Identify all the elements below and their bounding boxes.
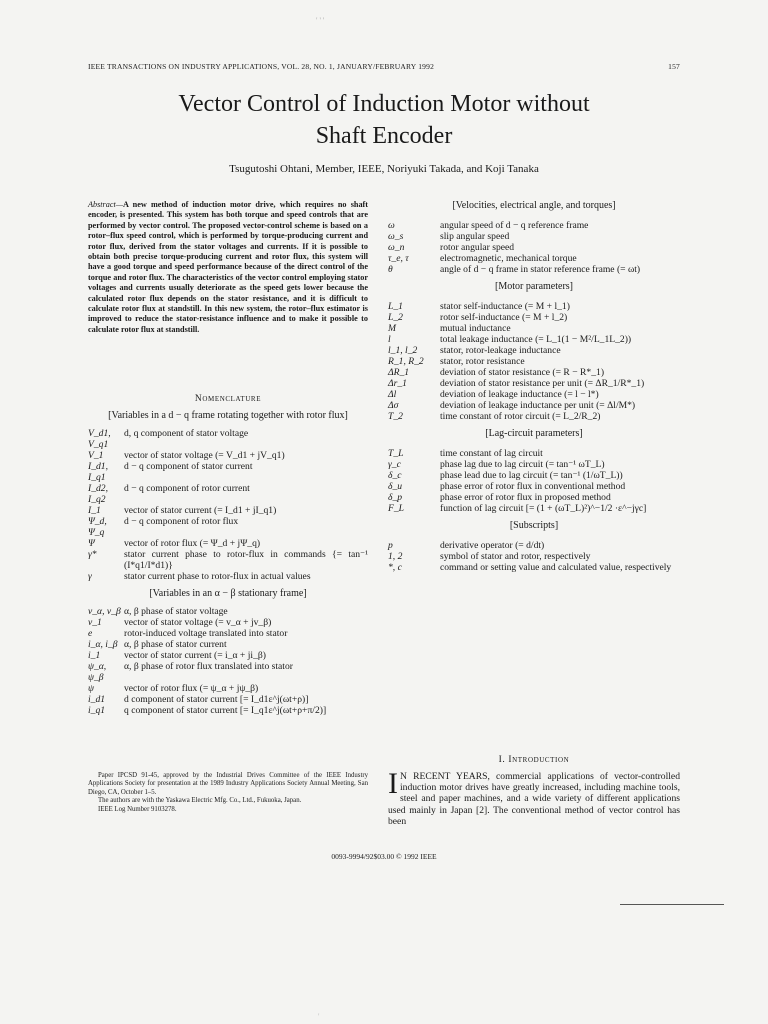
symbol-definition: d − q component of rotor current [124, 483, 250, 494]
symbol-definition: symbol of stator and rotor, respectively [440, 551, 591, 562]
symbol: p [388, 540, 393, 551]
symbol-definition: deviation of leakage inductance per unit (= Δl/M*) [440, 400, 636, 411]
symbol: ψ [88, 683, 94, 694]
symbol-row [388, 551, 680, 562]
symbol: e [88, 628, 93, 639]
symbol-row [88, 617, 368, 628]
symbol-row [88, 549, 368, 571]
symbol-definition: rotor self-inductance (= M + l_2) [440, 312, 568, 323]
ab-symbol-list [88, 606, 368, 716]
scan-mark-bottom: ' [318, 1012, 320, 1021]
nomenclature-continued [388, 200, 680, 573]
symbol-definition: stator self-inductance (= M + l_1) [440, 301, 570, 312]
symbol-row [388, 301, 680, 312]
symbol-row [388, 264, 680, 275]
copyright-line: 0093-9994/92$03.00 © 1992 IEEE [331, 852, 437, 861]
symbol-row [388, 481, 680, 492]
symbol-definition: angle of d − q frame in stator reference frame (= ωt) [440, 264, 641, 275]
symbol: F_L [388, 503, 404, 514]
symbol: i_α, i_β [88, 639, 118, 650]
symbol: *, c [388, 562, 402, 573]
abstract [88, 200, 368, 335]
symbol: Ψ [88, 538, 95, 549]
symbol-definition: phase lag due to lag circuit (= tan⁻¹ ωT_L) [440, 459, 605, 470]
symbol: γ* [88, 549, 97, 560]
symbol-row [388, 540, 680, 551]
symbol-definition: d − q component of stator current [124, 461, 253, 472]
symbol-row [88, 538, 368, 549]
symbol: I_d2, I_q2 [88, 483, 108, 505]
symbol-definition: derivative operator (= d/dt) [440, 540, 545, 551]
symbol-definition: vector of stator voltage (= v_α + jv_β) [124, 617, 272, 628]
motor-parameters-symbol-list [388, 301, 680, 422]
motor-parameters-heading: [Motor parameters] [494, 281, 574, 292]
symbol-row [88, 694, 368, 705]
symbol-row [388, 323, 680, 334]
introduction-body [388, 767, 680, 827]
symbol-definition: function of lag circuit [= (1 + (ωT_L)²)^−1/2 ·ε^−jγc] [440, 503, 647, 514]
symbol-row [88, 683, 368, 694]
symbol: ω_n [388, 242, 405, 253]
symbol: δ_u [388, 481, 403, 492]
symbol-definition: time constant of lag circuit [440, 448, 543, 459]
footnote-log-number: IEEE Log Number 9103278. [98, 805, 177, 813]
title-line-1: Vector Control of Induction Motor without [178, 91, 590, 117]
symbol-definition: stator, rotor-leakage inductance [440, 345, 561, 356]
symbol-row [388, 334, 680, 345]
symbol-row [88, 650, 368, 661]
author-line: Tsugutoshi Ohtani, Member, IEEE, Noriyuki Takada, and Koji Tanaka [229, 163, 539, 175]
symbol-definition: phase lead due to lag circuit (= tan⁻¹ (1/ωT_L)) [440, 470, 623, 481]
symbol: V_d1, V_q1 [88, 428, 111, 450]
ab-frame-heading: [Variables in an α − β stationary frame] [149, 588, 307, 599]
symbol: V_1 [88, 450, 104, 461]
symbol-definition: d component of stator current [= I_d1ε^j(ωt+ρ)] [124, 694, 309, 705]
nomenclature-section [88, 394, 368, 716]
symbol-definition: vector of stator current (= I_d1 + jI_q1) [124, 505, 277, 516]
symbol-definition: rotor-induced voltage translated into stator [124, 628, 288, 639]
footnote-approval: Paper IPCSD 91-45, approved by the Industrial Drives Committee of the IEEE Industry Applications Society for presentation at the 1989 Industry Applications Society Annual Meeting, San Diego, CA, October 1–5. [88, 772, 368, 796]
symbol-row [388, 367, 680, 378]
symbol: Δr_1 [388, 378, 407, 389]
symbol-definition: deviation of stator resistance (= R − R*_1) [440, 367, 605, 378]
symbol-row [388, 312, 680, 323]
symbol: M [388, 323, 396, 334]
symbol-definition: q component of stator current [= I_q1ε^j(ωt+ρ+π/2)] [124, 705, 327, 716]
symbol: δ_p [388, 492, 403, 503]
symbol-row [388, 253, 680, 264]
page-number: 157 [668, 62, 680, 71]
lag-circuit-symbol-list [388, 448, 680, 514]
symbol-row [388, 220, 680, 231]
symbol-row [388, 400, 680, 411]
symbol-definition: α, β phase of stator current [124, 639, 227, 650]
symbol-row [388, 389, 680, 400]
symbol-row [88, 505, 368, 516]
symbol: Ψ_d, Ψ_q [88, 516, 107, 538]
symbol-row [388, 492, 680, 503]
symbol-definition: time constant of rotor circuit (= L_2/R_2) [440, 411, 601, 422]
velocities-heading: [Velocities, electrical angle, and torques] [452, 200, 616, 211]
symbol: i_1 [88, 650, 101, 661]
symbol-row [388, 411, 680, 422]
symbol-definition: command or setting value and calculated value, respectively [440, 562, 672, 573]
symbol: Δl [388, 389, 397, 400]
introduction-text: N RECENT YEARS, commercial applications of vector-controlled induction motor drives have greatly increased, including machine tools, steel and paper machines, and a wide variety of different applications used mainly in Japan [2]. The conventional method of vector control has been [388, 771, 680, 827]
symbol-row [88, 705, 368, 716]
symbol-definition: vector of stator voltage (= V_d1 + jV_q1) [124, 450, 285, 461]
symbol-definition: vector of rotor flux (= Ψ_d + jΨ_q) [124, 538, 261, 549]
symbol-definition: stator current phase to rotor-flux in actual values [124, 571, 311, 582]
abstract-label: Abstract— [88, 200, 124, 209]
symbol-definition: phase error of rotor flux in conventional method [440, 481, 626, 492]
symbol-definition: vector of rotor flux (= ψ_α + jψ_β) [124, 683, 259, 694]
symbol-row [388, 356, 680, 367]
symbol-definition: mutual inductance [440, 323, 511, 334]
title-line-2: Shaft Encoder [315, 123, 453, 149]
symbol: γ_c [388, 459, 401, 470]
dq-frame-heading: [Variables in a d − q frame rotating together with rotor flux] [108, 410, 348, 421]
symbol: l [388, 334, 391, 345]
symbol-definition: α, β phase of rotor flux translated into stator [124, 661, 293, 672]
nomenclature-heading: Nomenclature [194, 394, 262, 404]
symbol-row [388, 345, 680, 356]
footnote-affiliation: The authors are with the Yaskawa Electric Mfg. Co., Ltd., Fukuoka, Japan. [98, 797, 302, 805]
symbol: ψ_α, ψ_β [88, 661, 107, 683]
symbol: l_1, l_2 [388, 345, 418, 356]
introduction-heading: I. Introduction [498, 755, 570, 765]
drop-cap: I [388, 767, 398, 800]
symbol: v_α, v_β [88, 606, 121, 617]
symbol-definition: slip angular speed [440, 231, 510, 242]
symbol-definition: electromagnetic, mechanical torque [440, 253, 577, 264]
symbol-row [388, 459, 680, 470]
symbol-definition: α, β phase of stator voltage [124, 606, 228, 617]
symbol-definition: d − q component of rotor flux [124, 516, 239, 527]
symbol: v_1 [88, 617, 102, 628]
symbol-row [88, 606, 368, 617]
symbol: θ [388, 264, 393, 275]
subscripts-symbol-list [388, 540, 680, 573]
symbol-definition: stator current phase to rotor-flux in commands {= tan⁻¹ (I*q1/I*d1)} [124, 549, 368, 571]
symbol: i_q1 [88, 705, 106, 716]
symbol: i_d1 [88, 694, 106, 705]
lag-circuit-heading: [Lag-circuit parameters] [485, 428, 583, 439]
journal-header [88, 62, 680, 71]
symbol-definition: rotor angular speed [440, 242, 515, 253]
symbol: I_d1, I_q1 [88, 461, 108, 483]
dq-symbol-list [88, 428, 368, 582]
symbol: ω_s [388, 231, 404, 242]
symbol-row [388, 470, 680, 481]
symbol: R_1, R_2 [388, 356, 424, 367]
symbol-row [88, 461, 368, 483]
journal-name: IEEE TRANSACTIONS ON INDUSTRY APPLICATIONS, VOL. 28, NO. 1, JANUARY/FEBRUARY 1992 [88, 62, 435, 71]
symbol: T_L [388, 448, 404, 459]
symbol-row [88, 428, 368, 450]
symbol: τ_e, τ [388, 253, 409, 264]
footnote [88, 772, 368, 814]
symbol: ΔR_1 [388, 367, 410, 378]
symbol: γ [88, 571, 92, 582]
scan-rule [620, 904, 724, 905]
symbol-definition: angular speed of d − q reference frame [440, 220, 589, 231]
symbol: ω [388, 220, 395, 231]
symbol-definition: vector of stator current (= i_α + ji_β) [124, 650, 266, 661]
symbol: 1, 2 [388, 551, 403, 562]
symbol-row [388, 242, 680, 253]
symbol: T_2 [388, 411, 403, 422]
symbol-row [388, 562, 680, 573]
symbol-row [88, 571, 368, 582]
symbol-definition: deviation of stator resistance per unit (= ΔR_1/R*_1) [440, 378, 645, 389]
symbol: L_1 [388, 301, 403, 312]
symbol-definition: total leakage inductance (= L_1(1 − M²/L_1L_2)) [440, 334, 632, 345]
paper-title [60, 88, 708, 152]
symbol: Δσ [388, 400, 399, 411]
symbol-row [388, 378, 680, 389]
scan-mark-top: ' ' ' [316, 16, 325, 25]
symbol: δ_c [388, 470, 402, 481]
symbol-definition: phase error of rotor flux in proposed method [440, 492, 611, 503]
symbol-row [88, 516, 368, 538]
symbol-definition: deviation of leakage inductance (= l − l*) [440, 389, 599, 400]
symbol: I_1 [88, 505, 101, 516]
symbol-row [88, 639, 368, 650]
symbol-row [88, 483, 368, 505]
subscripts-heading: [Subscripts] [509, 520, 559, 531]
symbol-row [88, 661, 368, 683]
symbol-row [88, 628, 368, 639]
symbol-row [388, 231, 680, 242]
symbol-row [88, 450, 368, 461]
symbol: L_2 [388, 312, 403, 323]
symbol-row [388, 448, 680, 459]
velocities-symbol-list [388, 220, 680, 275]
abstract-text: A new method of induction motor drive, which requires no shaft encoder, is presented. This system has both torque and speed controls that are performed by vector control. The proposed vector-control scheme is based on a rotor–flux speed control, which is performed by torque-producing current and rotor flux, derived from the stator voltages and currents. If it is possible to obtain both precise torque-producing current and rotor flux, this system will have a good torque and speed performance because of the direct control of the torque and rotor flux. The characteristics of the vector control employing stator voltages and currents usually deteriorate as the speed gets lower because the calculated rotor flux depends on the stator resistance, and it is difficult to calculate rotor flux at standstill. In this new system, the rotor–flux estimator is improved to reduce the stator-resistance influence and to make it possible to calculate rotor flux at standstill. [88, 200, 368, 334]
symbol-row [388, 503, 680, 514]
symbol-definition: stator, rotor resistance [440, 356, 525, 367]
symbol-definition: d, q component of stator voltage [124, 428, 249, 439]
